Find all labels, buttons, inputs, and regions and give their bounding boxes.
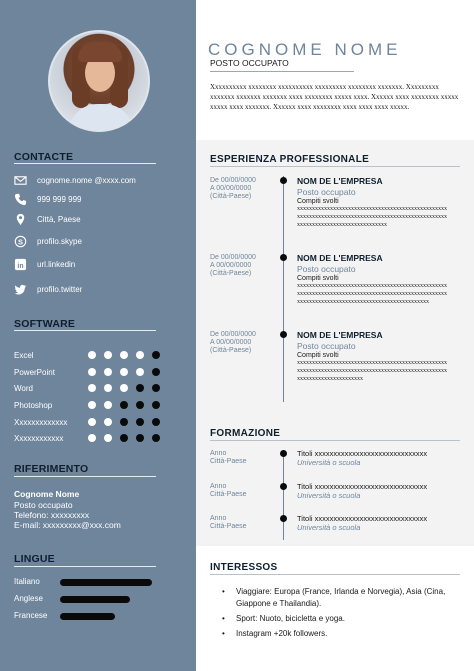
school-name: Università o scuola [297, 458, 361, 467]
tasks-label: Compiti svolti [297, 275, 339, 282]
sidebar [0, 0, 196, 671]
reference-name: Cognome Nome [14, 489, 80, 499]
timeline-dot [280, 254, 287, 261]
timeline-dot [280, 177, 287, 184]
rating-dot-filled [88, 384, 96, 392]
main-content [196, 0, 474, 671]
rating-dot-filled [120, 384, 128, 392]
linkedin-icon [14, 258, 27, 271]
company-name: NOM DE L'EMPRESA [297, 176, 383, 186]
rating-dot-filled [88, 418, 96, 426]
company-name: NOM DE L'EMPRESA [297, 330, 383, 340]
contact-phone[interactable] [14, 193, 82, 206]
rating-dot-filled [104, 351, 112, 359]
contact-phone-text: 999 999 999 [37, 195, 82, 204]
software-name: Xxxxxxxxxxxx [14, 434, 64, 443]
job-date-to: A 00/00/0000 [210, 339, 252, 346]
profile-summary: Xxxxxxxxxx xxxxxxxx xxxxxxxxxx xxxxxxxxx xxxxxxxx xxxxxxx. Xxxxxxxxx xxxxxxx xxxxxxx xxxxxxx xxxx xxxxxxxx xxxxx xxxx. Xxxxxx xxxx xxxxxxxx xxxxx xxxxx xxxx xxxxxxx. Xxxxxx xxxx xxxxxxxx xxxx xxxx xxxx xxxxx. [210, 83, 459, 111]
reference-email[interactable]: E-mail: xxxxxxxxx@xxx.com [14, 520, 121, 530]
svg-text:S: S [18, 237, 23, 247]
contact-location-text: Città, Paese [37, 215, 81, 224]
job-date-to: A 00/00/0000 [210, 185, 252, 192]
software-divider [14, 330, 156, 331]
job-position: Posto occupato [297, 264, 356, 274]
education-place: Città-Paese [210, 523, 247, 530]
timeline-dot [280, 450, 287, 457]
rating-dot-filled [104, 434, 112, 442]
languages-heading: LINGUE [14, 553, 55, 565]
tasks-label: Compiti svolti [297, 198, 339, 205]
rating-dot-empty [136, 384, 144, 392]
degree-title: Titoli xxxxxxxxxxxxxxxxxxxxxxxxxxxxxx [297, 514, 428, 523]
language-level-bar [60, 596, 130, 603]
rating-dot-empty [152, 401, 160, 409]
education-dates [210, 450, 247, 466]
skill-rating [88, 401, 160, 409]
job-entry [297, 176, 447, 229]
contact-linkedin-text: url.linkedin [37, 260, 76, 269]
rating-dot-empty [136, 418, 144, 426]
rating-dot-empty [152, 384, 160, 392]
skill-rating [88, 368, 160, 376]
interest-item: • Instagram +20k followers. [222, 628, 452, 640]
job-date-place: (Città-Paese) [210, 193, 252, 200]
contact-skype-text: profilo.skype [37, 237, 82, 246]
software-row [14, 351, 164, 360]
job-date-from: De 00/00/0000 [210, 331, 256, 338]
interest-item: • Viaggiare: Europa (France, Irlanda e Norvegia), Asia (Cina, Giappone e Thailandia). [222, 586, 452, 610]
rating-dot-empty [152, 351, 160, 359]
job-date-to: A 00/00/0000 [210, 262, 252, 269]
language-name: Anglese [14, 594, 43, 603]
company-name: NOM DE L'EMPRESA [297, 253, 383, 263]
education-dates [210, 483, 247, 499]
profile-photo [48, 30, 150, 132]
job-dates [210, 254, 256, 278]
timeline-dot [280, 515, 287, 522]
education-year: Anno [210, 515, 227, 522]
skill-rating [88, 384, 160, 392]
software-row [14, 384, 164, 393]
location-icon [14, 213, 27, 226]
tasks-text: xxxxxxxxxxxxxxxxxxxxxxxxxxxxxxxxxxxxxxxxxxxxxxxxxxxxxxxxxxxxxxxxxxxxxxxxxxxxxxxxxxxxxxxxxxxxxxxxxxxxxxxxxxxxxxxxxxxxxxxxxxxxxxxxxx [297, 206, 447, 228]
rating-dot-empty [152, 418, 160, 426]
school-name: Università o scuola [297, 523, 361, 532]
phone-icon [14, 193, 27, 206]
tasks-label: Compiti svolti [297, 352, 339, 359]
job-entry [297, 253, 447, 306]
rating-dot-empty [120, 434, 128, 442]
twitter-icon [14, 283, 27, 296]
tasks-text: xxxxxxxxxxxxxxxxxxxxxxxxxxxxxxxxxxxxxxxxxxxxxxxxxxxxxxxxxxxxxxxxxxxxxxxxxxxxxxxxxxxxxxxxxxxxxxxxxxxxxxxxxxxxxxxxxxxxxxxxxx [297, 360, 447, 382]
software-row [14, 368, 164, 377]
skill-rating [88, 418, 160, 426]
contacts-heading: CONTACTE [14, 151, 74, 163]
job-date-from: De 00/00/0000 [210, 177, 256, 184]
rating-dot-filled [120, 351, 128, 359]
reference-phone: Telefono: xxxxxxxxx [14, 510, 90, 520]
rating-dot-filled [136, 351, 144, 359]
contact-location [14, 213, 81, 226]
rating-dot-empty [136, 401, 144, 409]
job-position: Posto occupato [297, 341, 356, 351]
job-date-place: (Città-Paese) [210, 347, 252, 354]
rating-dot-filled [120, 368, 128, 376]
rating-dot-filled [136, 368, 144, 376]
rating-dot-filled [104, 418, 112, 426]
education-dates [210, 515, 247, 531]
language-name: Francese [14, 611, 48, 620]
job-dates [210, 331, 256, 355]
reference-divider [14, 476, 156, 477]
software-name: PowerPoint [14, 368, 55, 377]
job-position: Posto occupato [297, 187, 356, 197]
software-name: Xxxxxxxxxxxxx [14, 418, 68, 427]
rating-dot-filled [88, 368, 96, 376]
job-entry [297, 330, 447, 383]
skill-rating [88, 351, 160, 359]
contact-twitter[interactable] [14, 283, 82, 296]
interest-item: • Sport: Nuoto, bicicletta e yoga. [222, 613, 452, 625]
education-year: Anno [210, 450, 227, 457]
software-row [14, 434, 164, 443]
contact-linkedin[interactable] [14, 258, 75, 271]
contacts-divider [14, 163, 156, 164]
rating-dot-filled [104, 384, 112, 392]
software-name: Excel [14, 351, 34, 360]
experience-timeline-line [283, 176, 284, 402]
rating-dot-filled [104, 368, 112, 376]
reference-heading: RIFERIMENTO [14, 463, 89, 475]
experience-divider [210, 166, 460, 167]
interests-heading: INTERESSOS [210, 562, 278, 573]
mail-icon [14, 174, 27, 187]
rating-dot-empty [152, 434, 160, 442]
software-row [14, 418, 164, 427]
skype-icon [14, 235, 27, 248]
full-name: COGNOME NOME [208, 40, 402, 59]
rating-dot-empty [120, 401, 128, 409]
contact-skype[interactable] [14, 235, 82, 248]
rating-dot-empty [120, 418, 128, 426]
degree-title: Titoli xxxxxxxxxxxxxxxxxxxxxxxxxxxxxx [297, 482, 428, 491]
software-heading: SOFTWARE [14, 318, 76, 330]
job-title: POSTO OCCUPATO [210, 58, 289, 68]
software-name: Word [14, 384, 33, 393]
education-place: Città-Paese [210, 458, 247, 465]
interests-divider [210, 574, 460, 575]
education-heading: FORMAZIONE [210, 428, 281, 439]
reference-position: Posto occupato [14, 500, 73, 510]
software-name: Photoshop [14, 401, 53, 410]
title-underline [210, 71, 354, 72]
rating-dot-filled [88, 434, 96, 442]
contact-email[interactable] [14, 174, 136, 187]
rating-dot-filled [88, 351, 96, 359]
rating-dot-empty [152, 368, 160, 376]
degree-title: Titoli xxxxxxxxxxxxxxxxxxxxxxxxxxxxxx [297, 449, 428, 458]
language-level-bar [60, 579, 152, 586]
contact-email-text: cognome.nome @xxxx.com [37, 176, 136, 185]
experience-heading: ESPERIENZA PROFESSIONALE [210, 154, 370, 165]
education-entry [297, 449, 457, 467]
job-date-place: (Città-Paese) [210, 270, 252, 277]
school-name: Università o scuola [297, 491, 361, 500]
languages-divider [14, 566, 156, 567]
rating-dot-filled [88, 401, 96, 409]
education-entry [297, 482, 457, 500]
education-place: Città-Paese [210, 491, 247, 498]
timeline-dot [280, 483, 287, 490]
software-row [14, 401, 164, 410]
language-level-bar [60, 613, 115, 620]
education-divider [210, 440, 460, 441]
interests-list [222, 586, 452, 643]
language-name: Italiano [14, 577, 40, 586]
education-year: Anno [210, 483, 227, 490]
rating-dot-empty [136, 434, 144, 442]
tasks-text: xxxxxxxxxxxxxxxxxxxxxxxxxxxxxxxxxxxxxxxxxxxxxxxxxxxxxxxxxxxxxxxxxxxxxxxxxxxxxxxxxxxxxxxxxxxxxxxxxxxxxxxxxxxxxxxxxxxxxxxxxxxxxxxxxxxxxxxxxxxxxxxx [297, 283, 447, 305]
education-entry [297, 514, 457, 532]
skill-rating [88, 434, 160, 442]
education-timeline-line [283, 450, 284, 540]
rating-dot-filled [104, 401, 112, 409]
job-date-from: De 00/00/0000 [210, 254, 256, 261]
contact-twitter-text: profilo.twitter [37, 285, 83, 294]
job-dates [210, 177, 256, 201]
svg-text:in: in [17, 262, 24, 270]
timeline-dot [280, 331, 287, 338]
